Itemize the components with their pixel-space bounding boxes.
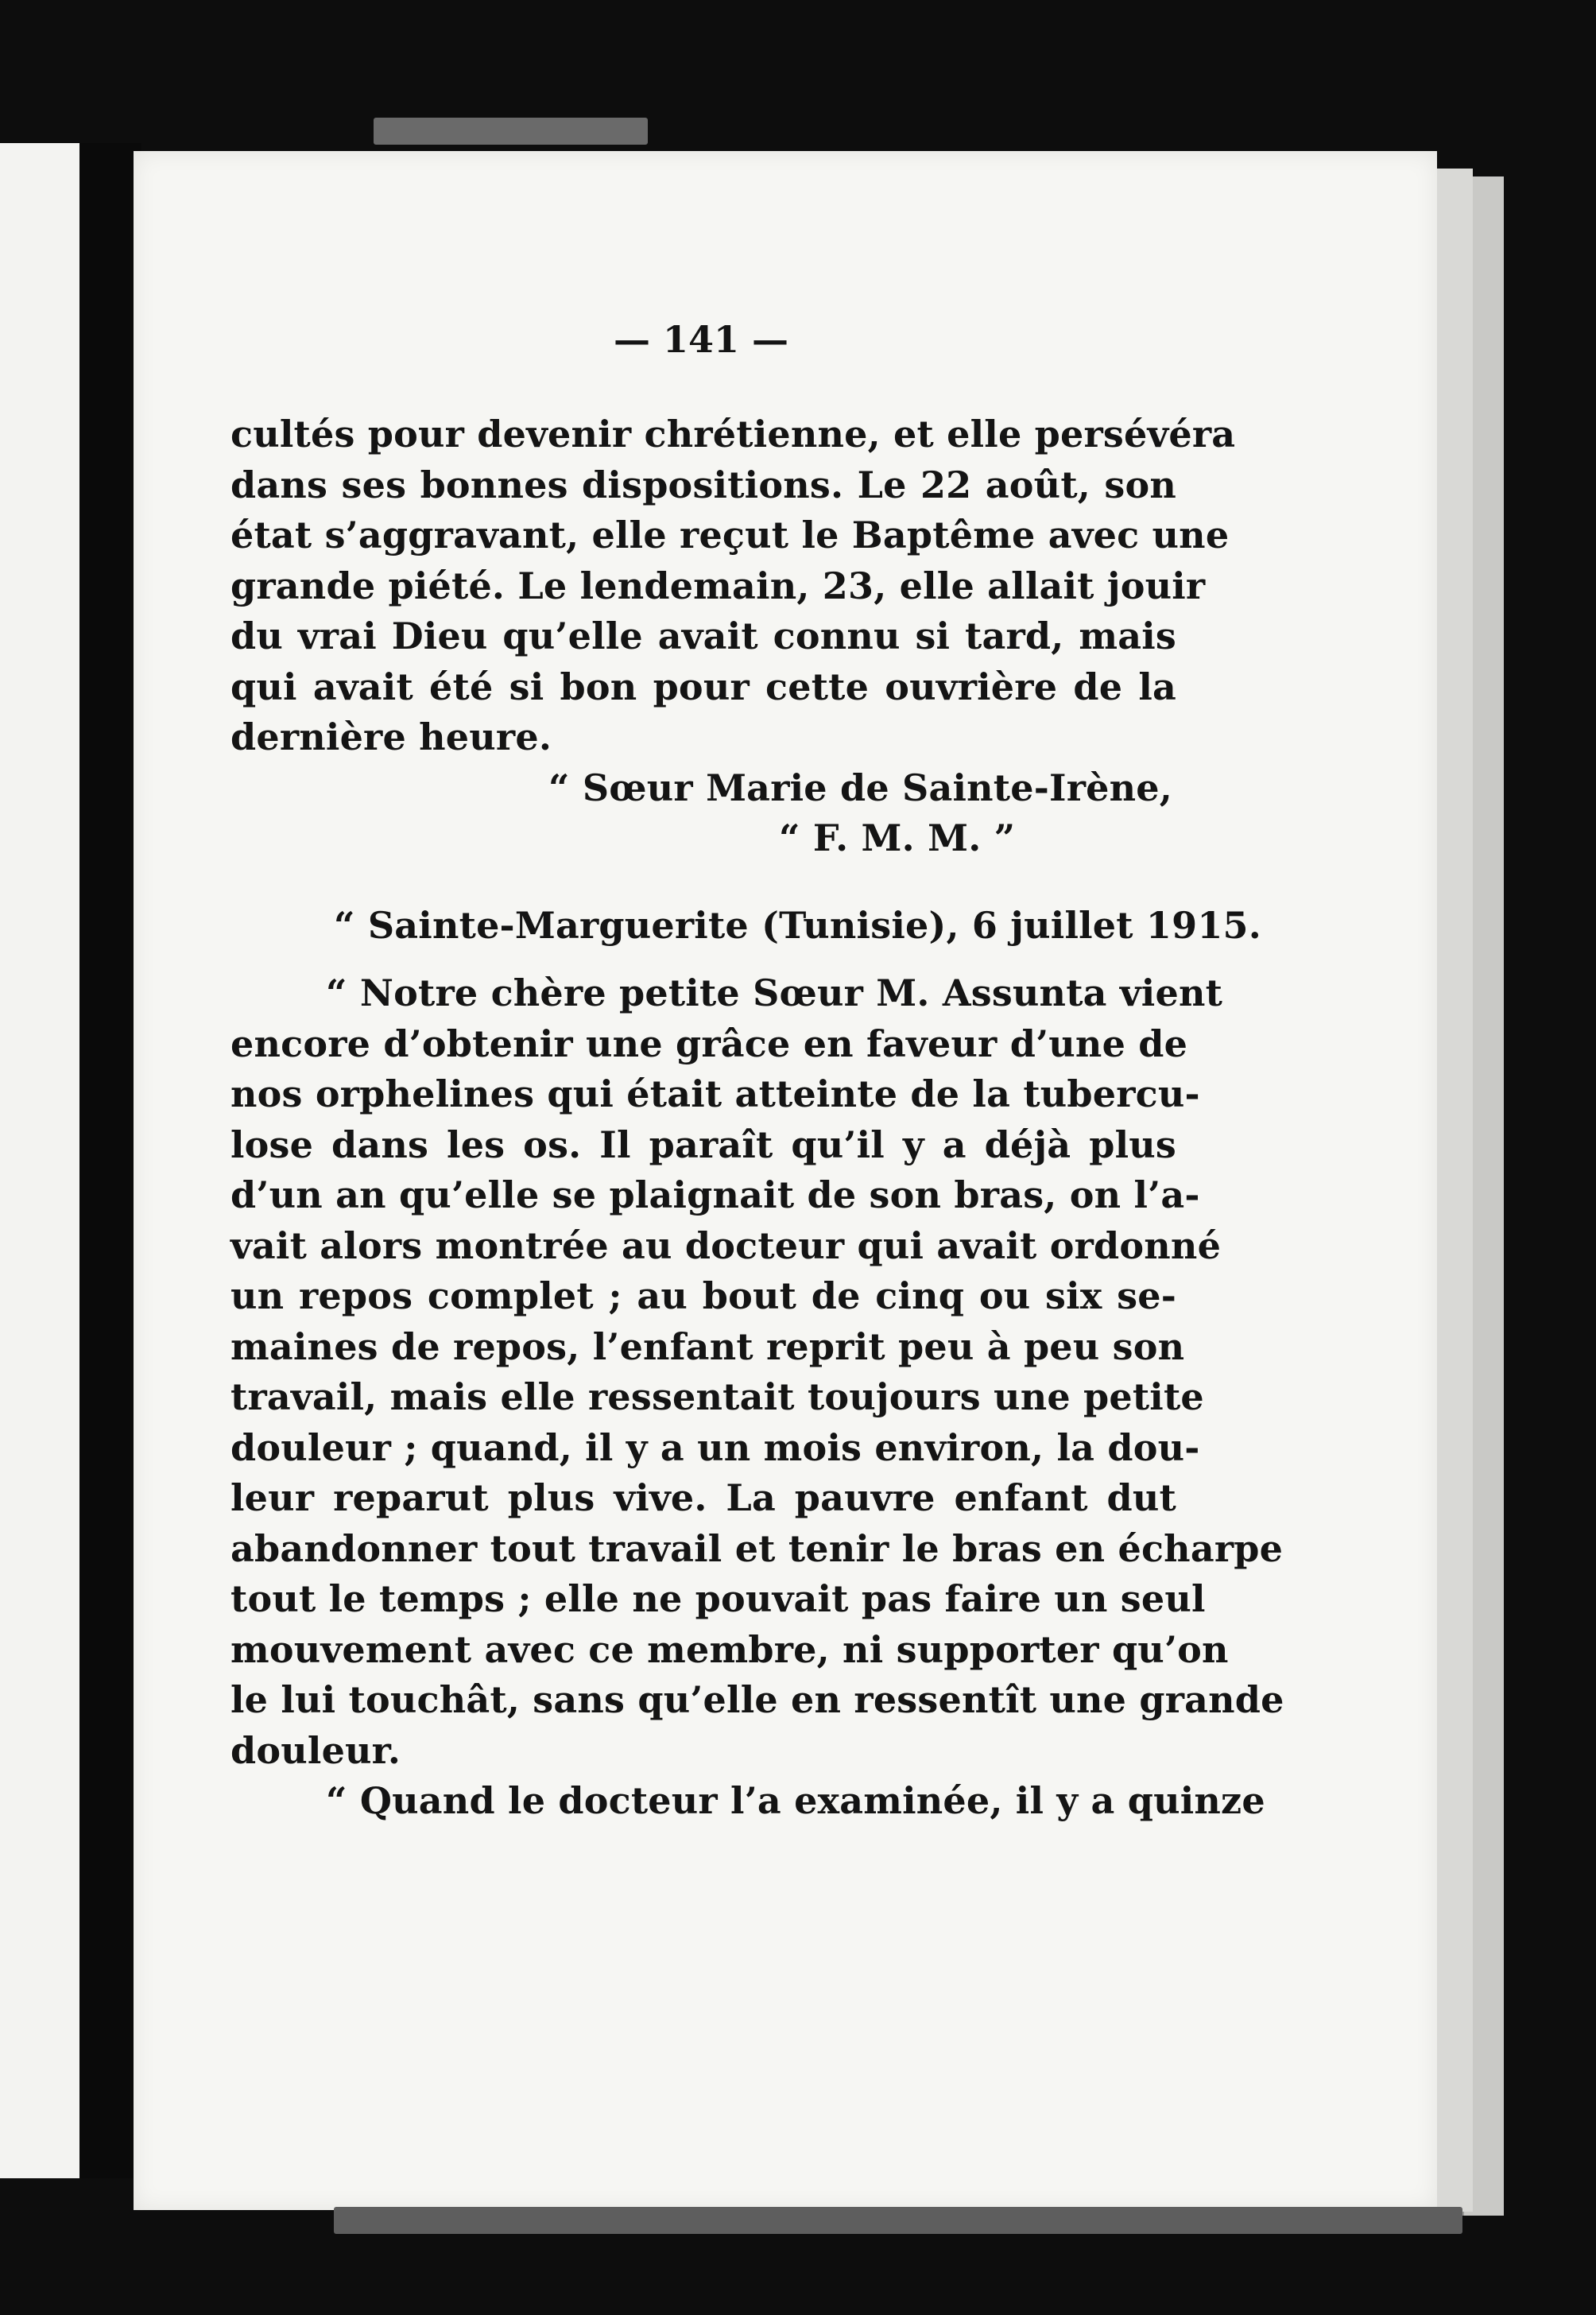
text-line: tout le temps ; elle ne pouvait pas faire un seul (230, 1577, 1206, 1620)
text-line: un repos complet ; au bout de cinq ou six se- (230, 1274, 1176, 1317)
signature (230, 763, 1176, 864)
signature-order: “ F. M. M. ” (779, 816, 1016, 859)
text-line: nos orphelines qui était atteinte de la tubercu- (230, 1072, 1200, 1115)
text-line: cultés pour devenir chrétienne, et elle persévéra (230, 413, 1236, 456)
page-text (230, 409, 1284, 1827)
text-line: d’un an qu’elle se plaignait de son bras, on l’a- (230, 1173, 1200, 1216)
dateline: “ Sainte-Marguerite (Tunisie), 6 juillet 1915. (334, 903, 1261, 947)
text-line: douleur ; quand, il y a un mois environ, la dou- (230, 1425, 1200, 1469)
text-line: dernière heure. (230, 715, 552, 758)
text-line: maines de repos, l’enfant reprit peu à peu son (230, 1324, 1185, 1368)
text-line: le lui touchât, sans qu’elle en ressentît une grande (230, 1678, 1284, 1721)
text-line: mouvement avec ce membre, ni supporter qu’on (230, 1627, 1229, 1671)
spacer (230, 864, 1176, 901)
text-line: état s’aggravant, elle reçut le Baptême avec une (230, 514, 1230, 556)
text-line: douleur. (230, 1728, 401, 1772)
paragraph-1 (230, 409, 1236, 763)
text-line: “ Notre chère petite Sœur M. Assunta vient (326, 971, 1223, 1014)
spacer (230, 951, 1176, 968)
film-strip-bottom (334, 2207, 1462, 2234)
text-line: dans ses bonnes dispositions. Le 22 août, son (230, 463, 1176, 506)
paragraph-2 (230, 968, 1284, 1776)
text-line: leur reparut plus vive. La pauvre enfant dut (230, 1476, 1176, 1519)
text-line: travail, mais elle ressentait toujours une petite (230, 1375, 1204, 1418)
text-line: lose dans les os. Il paraît qu’il y a déjà plus (230, 1123, 1176, 1166)
film-strip-top (374, 118, 648, 145)
text-line: “ Quand le docteur l’a examinée, il y a quinze (326, 1779, 1265, 1822)
text-line: du vrai Dieu qu’elle avait connu si tard, mais (230, 615, 1176, 657)
signature-name: “ Sœur Marie de Sainte-Irène, (548, 766, 1172, 809)
text-line: encore d’obtenir une grâce en faveur d’une de (230, 1022, 1188, 1065)
page-number: — 141 — (614, 318, 789, 361)
book-gutter (79, 143, 141, 2178)
text-line: vait alors montrée au docteur qui avait ordonné (230, 1223, 1222, 1267)
left-page-edge (0, 143, 79, 2178)
text-line: grande piété. Le lendemain, 23, elle allait jouir (230, 564, 1206, 607)
text-line: abandonner tout travail et tenir le bras en écharpe (230, 1526, 1284, 1570)
paragraph-3 (230, 1776, 1265, 1827)
text-line: qui avait été si bon pour cette ouvrière de la (230, 665, 1176, 708)
